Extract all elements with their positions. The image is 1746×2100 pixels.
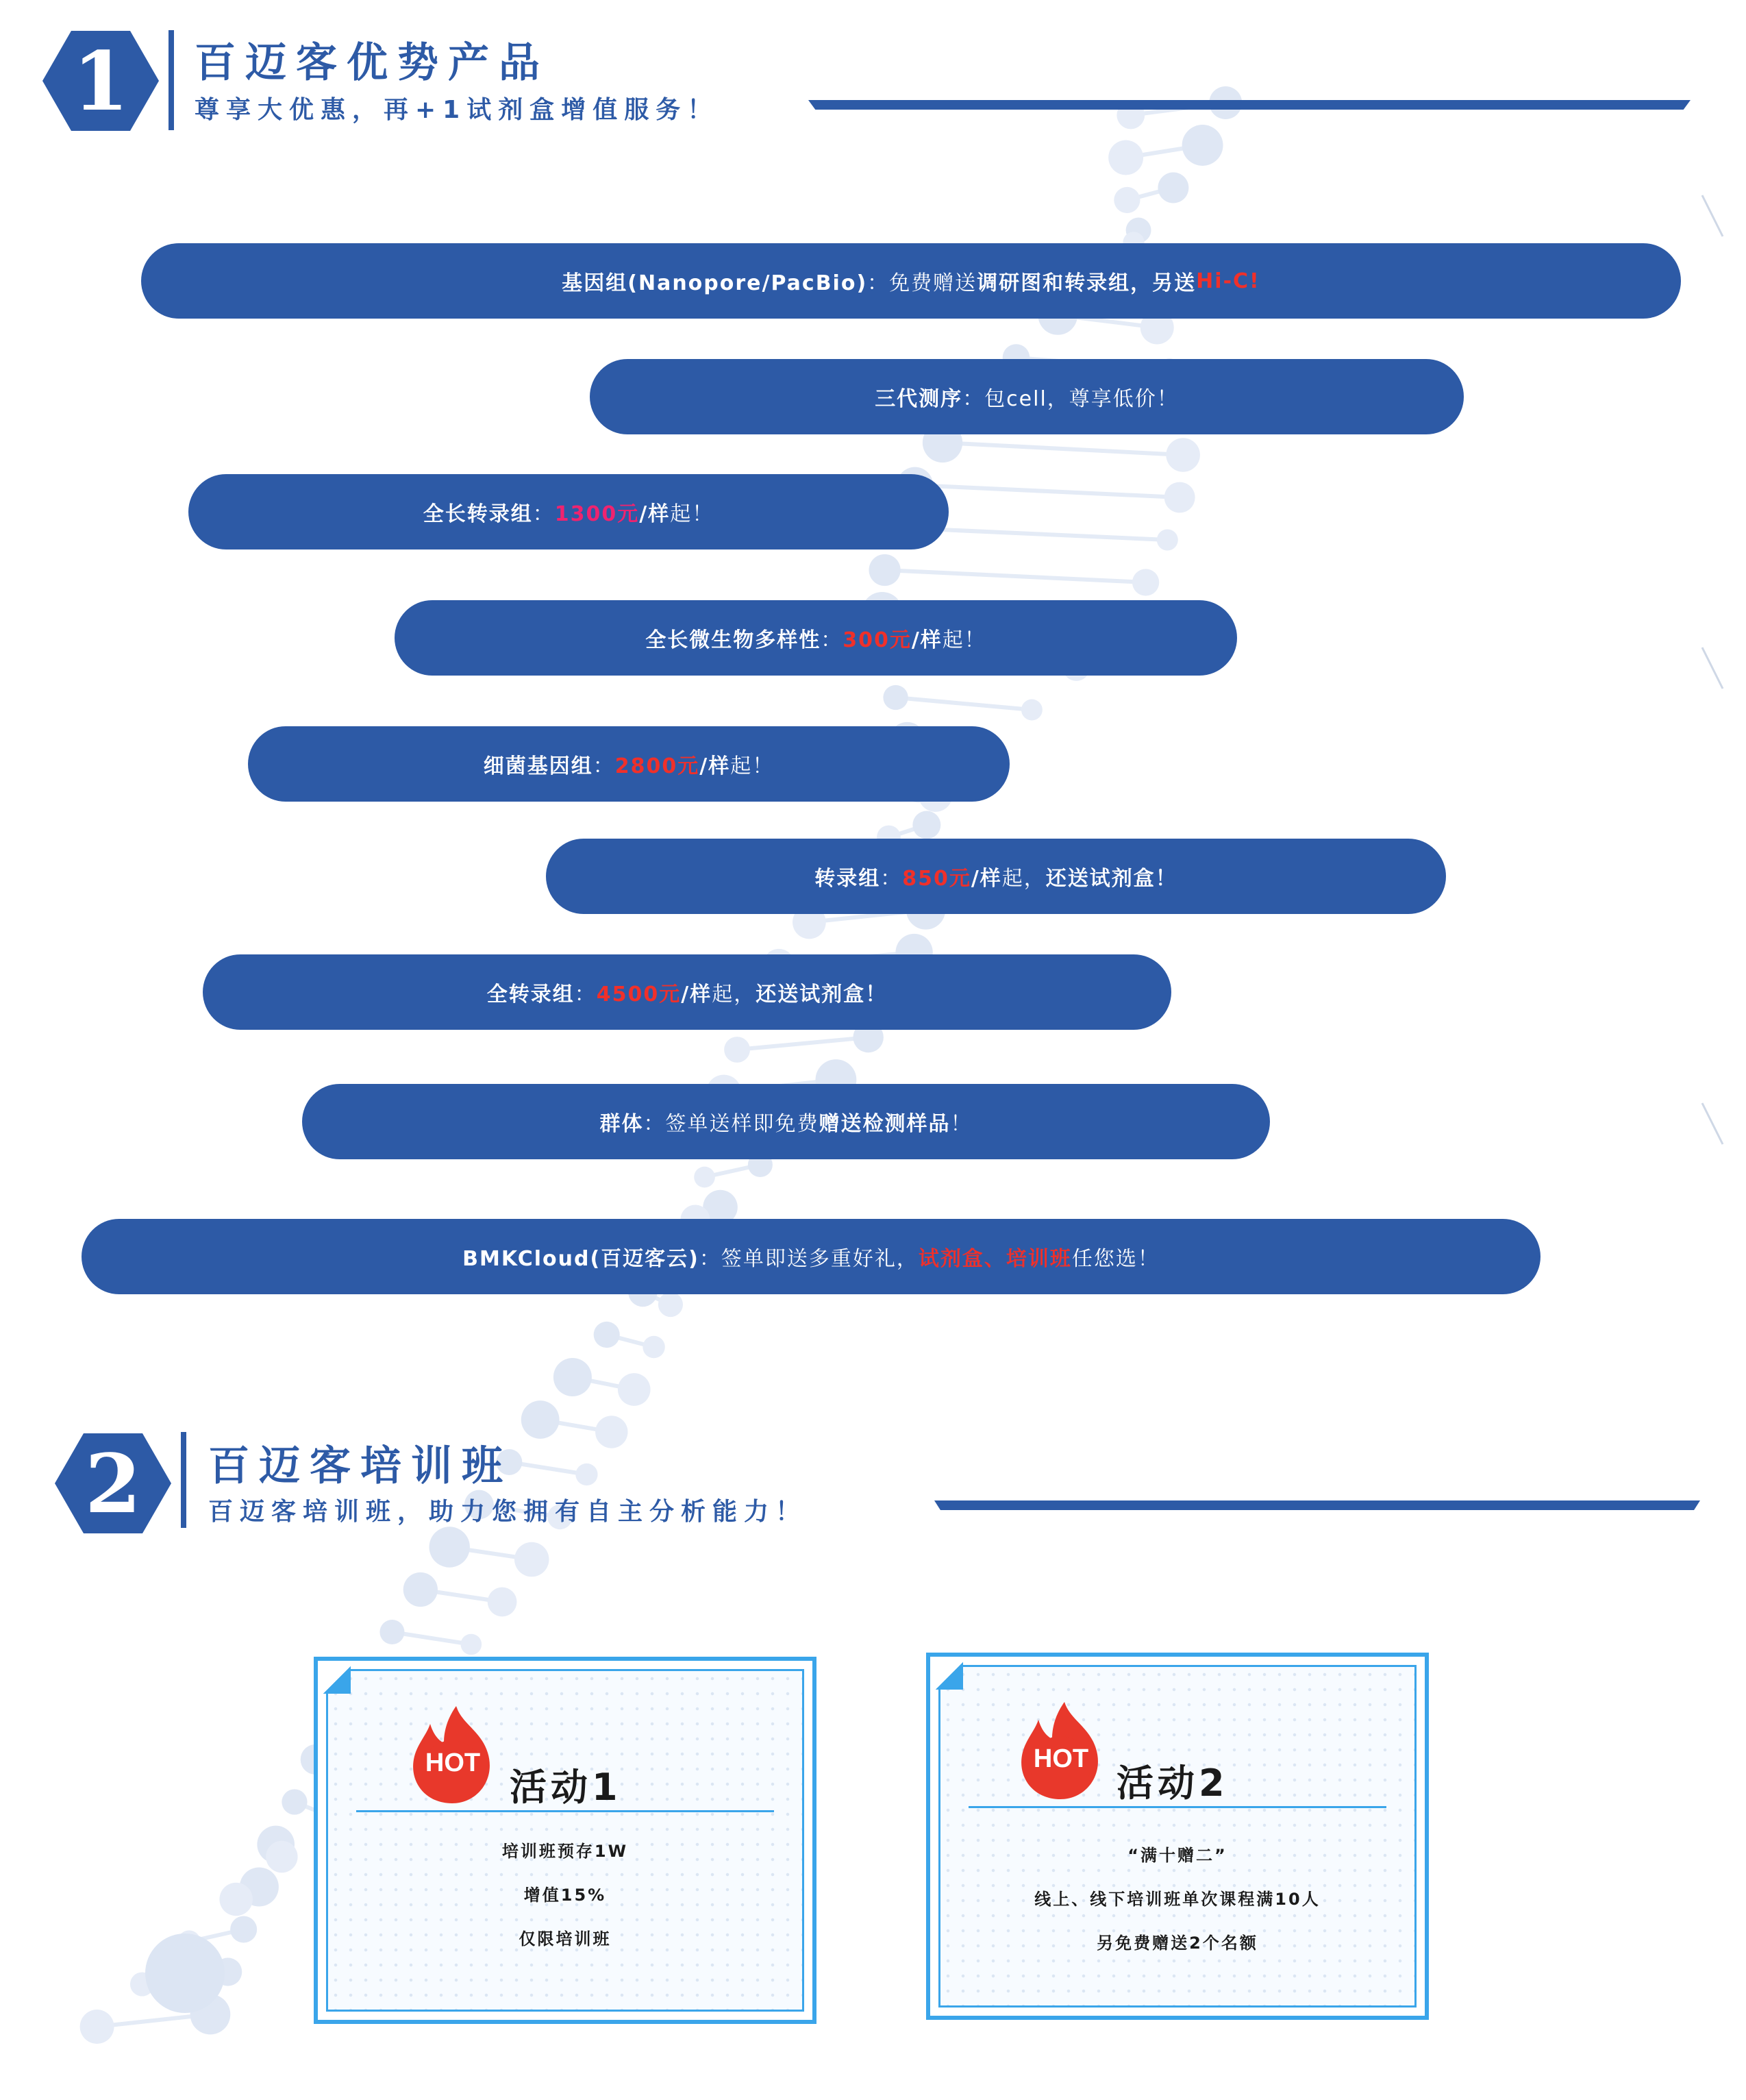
product-9-text-3: 试剂盒、培训班 [918,1247,1072,1271]
activity-1-line-3: 仅限培训班 [519,1929,612,1949]
product-pill-tgs-sequencing[interactable] [590,359,1464,434]
product-7-text-3: 4500元 [596,983,682,1006]
dna-rung-14 [896,697,1032,710]
dna-node [1166,438,1200,472]
dna-node [1182,125,1223,166]
hot-badge-label: HOT [425,1749,481,1777]
product-4-text-2: ： [821,628,843,652]
dna-node [595,1416,627,1448]
product-pill-whole-transcriptome[interactable] [203,954,1171,1030]
product-1-text-1: 基因组(Nanopore/PacBio) [562,271,868,295]
dna-node [1157,530,1178,551]
product-8-text-4: ！ [950,1112,973,1136]
product-8-text-1: 群体 [599,1112,644,1136]
dna-node [1021,700,1043,721]
section2-number-badge [55,1433,171,1533]
dna-node [618,1373,651,1406]
product-6-text-1: 转录组 [814,867,881,891]
product-4-text-1: 全长微生物多样性 [645,628,821,652]
dna-node [643,1336,664,1358]
product-pill-bacterial-genome[interactable] [248,726,1010,802]
product-pill-full-length-transcriptome[interactable] [188,474,949,549]
dna-rung-9 [915,485,1180,497]
product-3-text-3: 1300元 [554,502,640,526]
product-6-text-2: ： [880,867,903,891]
dna-node [694,1167,715,1188]
product-pill-transcriptome[interactable] [546,839,1446,914]
dna-node [575,1463,597,1485]
product-8-text-2: ：签单送样即免费 [643,1112,819,1136]
product-6-text-6: 还送试剂盒！ [1045,867,1177,891]
section1-number-badge [42,31,159,131]
dna-node [461,1634,482,1655]
product-5-text-4: /样 [699,754,731,778]
product-2-text-2: ：包cell，尊享低价！ [962,387,1179,411]
dna-node [1114,187,1140,213]
product-2-text-1: 三代测序 [875,387,963,411]
hot-flame-icon [1015,1699,1107,1801]
activity-1-line-1: 培训班预存1W [501,1842,629,1861]
product-4-text-3: 300元 [843,628,912,652]
product-pill-genome[interactable] [141,243,1681,319]
hot-badge-label: HOT [1033,1744,1089,1773]
dna-node [553,1358,592,1396]
activity-2-description [926,1833,1429,1965]
product-5-text-3: 2800元 [614,754,700,778]
dna-node [521,1400,560,1439]
dna-node [912,811,940,839]
dna-rung-11 [885,570,1146,582]
dna-rung-22 [737,1037,869,1050]
section1-divider [169,30,174,130]
folded-corner [323,1666,351,1694]
product-9-text-1: BMKCloud(百迈客云) [462,1247,699,1271]
product-pill-population[interactable] [302,1084,1270,1159]
dna-node [282,1789,307,1814]
folded-corner [936,1662,963,1690]
dna-node [80,2010,114,2044]
dna-node [1158,173,1188,203]
section1-rule [808,100,1691,110]
section2-rule [934,1500,1700,1510]
dna-node [869,554,900,586]
activity-1-description [314,1829,816,1961]
section1-title: 百迈客优势产品 [195,39,549,87]
section1-subtitle: 尊享大优惠，再+1试剂盒增值服务！ [195,96,719,124]
dna-node [403,1572,438,1607]
product-9-text-2: ：签单即送多重好礼， [699,1247,919,1271]
edge-mark [1702,1103,1723,1144]
product-6-text-4: /样 [971,867,1002,891]
product-4-text-4: /样 [911,628,943,652]
dna-node [1108,140,1143,175]
edge-mark [1702,195,1723,236]
activity-1-title: 活动1 [510,1766,622,1809]
activity-1-divider [356,1810,774,1812]
hot-flame-icon [407,1703,499,1805]
dna-node [594,1322,620,1348]
product-3-text-5: 起！ [670,502,714,526]
dna-node [429,1527,470,1567]
section2-number: 2 [84,1435,142,1531]
product-9-text-4: 任您选！ [1071,1247,1160,1271]
dna-node [658,1292,683,1317]
product-pill-full-length-microbial-diversity[interactable] [395,600,1237,676]
activity-2-line-3: 另免费赠送2个名额 [1097,1934,1258,1953]
product-7-text-6: 还送试剂盒！ [756,983,888,1006]
dna-node [266,1841,297,1873]
section2-title: 百迈客培训班 [208,1442,512,1490]
activity-2-divider [969,1806,1386,1808]
dna-rung-8 [943,443,1183,455]
activity-2-title: 活动2 [1117,1762,1229,1805]
product-7-text-2: ： [574,983,597,1006]
product-7-text-5: 起， [712,983,756,1006]
dna-node [219,1883,253,1916]
product-3-text-1: 全长转录组 [423,502,533,526]
edge-mark [1702,647,1723,689]
product-3-text-4: /样 [639,502,671,526]
product-3-text-2: ： [532,502,555,526]
dna-node [379,1620,404,1644]
product-7-text-1: 全转录组 [486,983,575,1006]
product-5-text-5: 起！ [730,754,775,778]
dna-node [1132,569,1159,595]
product-1-text-2: ：免费赠送 [867,271,977,295]
activity-2-line-2: 线上、线下培训班单次课程满10人 [1034,1890,1321,1909]
product-6-text-3: 850元 [902,867,971,891]
dna-node [230,1916,257,1942]
product-pill-bmkcloud[interactable] [82,1219,1541,1294]
product-5-text-1: 细菌基因组 [483,754,593,778]
dna-node [488,1588,517,1617]
dna-node [724,1037,750,1063]
activity-2-line-1: “满十赠二” [1127,1846,1227,1865]
section2-subtitle: 百迈客培训班，助力您拥有自主分析能力！ [208,1498,808,1526]
product-1-text-4: Hi-C! [1196,269,1260,293]
product-7-text-4: /样 [681,983,712,1006]
dna-node [1164,482,1195,513]
product-1-text-3: 调研图和转录组，另送 [977,271,1197,295]
product-5-text-2: ： [593,754,615,778]
product-4-text-5: 起！ [942,628,986,652]
dna-node [514,1542,549,1577]
activity-1-line-2: 增值15% [523,1886,607,1905]
dna-node [883,685,908,710]
section2-divider [181,1432,186,1528]
section1-number: 1 [72,33,129,129]
dna-node [145,1934,225,2013]
product-8-text-3: 赠送检测样品 [819,1112,951,1136]
product-6-text-5: 起， [1001,867,1046,891]
